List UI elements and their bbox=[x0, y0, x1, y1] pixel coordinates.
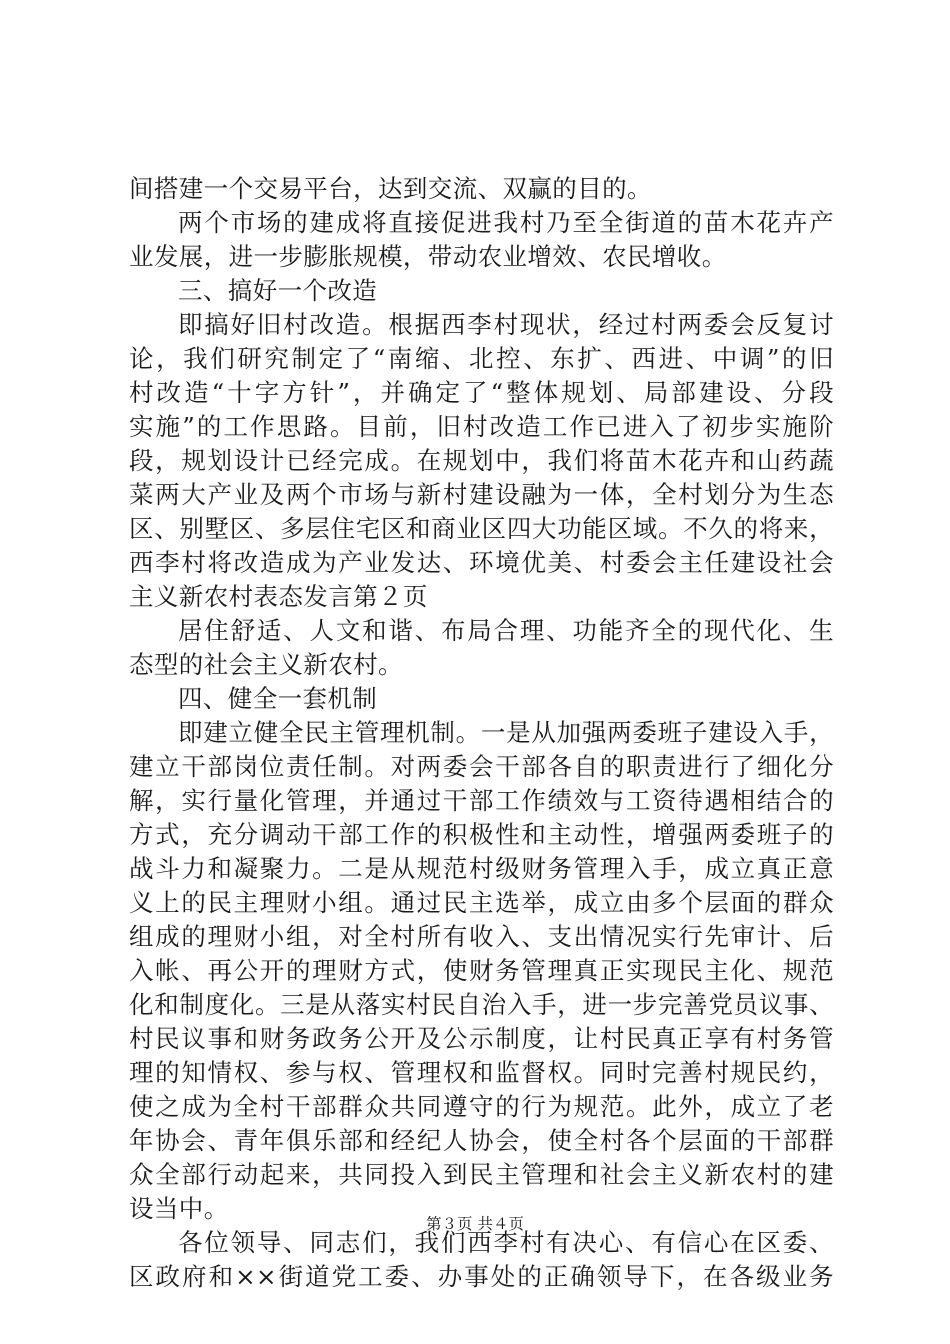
text-line: 三、搞好一个改造 bbox=[178, 276, 378, 305]
text-line: 组成的理财小组，对全村所有收入、支出情况实行先审计、后 bbox=[129, 922, 834, 951]
text-line: 入帐、再公开的理财方式，使财务管理真正实现民主化、规范 bbox=[129, 956, 834, 985]
document-body bbox=[129, 172, 834, 1294]
text-line: 村民议事和财务政务公开及公示制度，让村民真正享有村务管 bbox=[129, 1024, 834, 1053]
text-line: 使之成为全村干部群众共同遵守的行为规范。此外，成立了老 bbox=[129, 1092, 834, 1121]
text-line: 段，规划设计已经完成。在规划中，我们将苗木花卉和山药蔬 bbox=[129, 446, 834, 475]
text-line: 战斗力和凝聚力。二是从规范村级财务管理入手，成立真正意 bbox=[129, 854, 834, 883]
text-line: 义上的民主理财小组。通过民主选举，成立由多个层面的群众 bbox=[129, 888, 834, 917]
text-line: 区政府和××街道党工委、办事处的正确领导下，在各级业务 bbox=[129, 1262, 834, 1291]
text-line: 区、别墅区、多层住宅区和商业区四大功能区域。不久的将来， bbox=[129, 514, 834, 543]
text-line: 论，我们研究制定了“南缩、北控、东扩、西进、中调”的旧 bbox=[129, 344, 834, 373]
text-line: 菜两大产业及两个市场与新村建设融为一体，全村划分为生态 bbox=[129, 480, 834, 509]
text-line: 业发展，进一步膨胀规模，带动农业增效、农民增收。 bbox=[129, 242, 727, 271]
text-line: 四、健全一套机制 bbox=[178, 684, 378, 713]
text-line: 间搭建一个交易平台，达到交流、双赢的目的。 bbox=[129, 174, 652, 203]
text-line: 两个市场的建成将直接促进我村乃至全街道的苗木花卉产 bbox=[178, 208, 834, 237]
text-line: 化和制度化。三是从落实村民自治入手，进一步完善党员议事、 bbox=[129, 990, 834, 1019]
text-line: 即建立健全民主管理机制。一是从加强两委班子建设入手， bbox=[178, 718, 834, 747]
text-line: 主义新农村表态发言第２页 bbox=[129, 582, 428, 611]
text-line: 居住舒适、人文和谐、布局合理、功能齐全的现代化、生 bbox=[178, 616, 834, 645]
text-line: 解，实行量化管理，并通过干部工作绩效与工资待遇相结合的 bbox=[129, 786, 834, 815]
text-line: 态型的社会主义新农村。 bbox=[129, 650, 403, 679]
text-line: 村改造“十字方针”，并确定了“整体规划、局部建设、分段 bbox=[129, 378, 834, 407]
page-footer: 第３页 共４页 bbox=[426, 1215, 524, 1233]
text-line: 设当中。 bbox=[129, 1194, 229, 1223]
text-line: 建立干部岗位责任制。对两委会干部各自的职责进行了细化分 bbox=[129, 752, 834, 781]
text-line: 理的知情权、参与权、管理权和监督权。同时完善村规民约， bbox=[129, 1058, 834, 1087]
text-line: 年协会、青年俱乐部和经纪人协会，使全村各个层面的干部群 bbox=[129, 1126, 834, 1155]
text-line: 即搞好旧村改造。根据西李村现状，经过村两委会反复讨 bbox=[178, 310, 834, 339]
text-line: 众全部行动起来，共同投入到民主管理和社会主义新农村的建 bbox=[129, 1160, 834, 1189]
text-line: 各位领导、同志们，我们西李村有决心、有信心在区委、 bbox=[178, 1228, 834, 1257]
text-line: 西李村将改造成为产业发达、环境优美、村委会主任建设社会 bbox=[129, 548, 834, 577]
text-line: 实施”的工作思路。目前，旧村改造工作已进入了初步实施阶 bbox=[129, 412, 834, 441]
text-line: 方式，充分调动干部工作的积极性和主动性，增强两委班子的 bbox=[129, 820, 834, 849]
